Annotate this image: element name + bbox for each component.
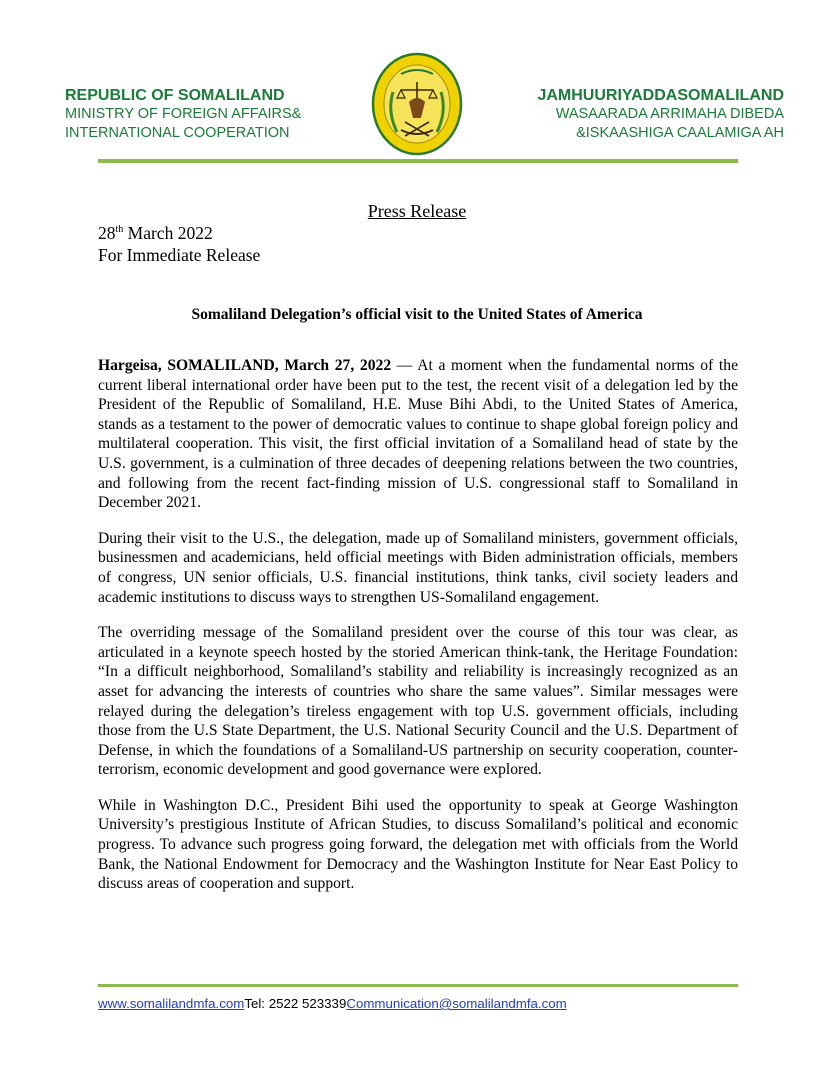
header-divider (98, 159, 738, 163)
release-date-suffix: th (115, 224, 124, 236)
release-date (98, 223, 213, 244)
body-paragraph-3: The overriding message of the Somaliland president over the course of this tour was clear, as articulated in a keynote speech hosted by the storied American think-tank, the Heritage Foundation: “In a difficult neighborhood, Somaliland’s stability and reliability is increasingly recognized as an asset for advancing the interests of countries who share the same values”. Similar messages were relayed during the delegation’s tireless engagement with top U.S. government officials, including those from the U.S State Department, the U.S. National Security Council and the U.S. Department of Defense, in which the foundations of a Somaliland-US partnership on security cooperation, counter-terrorism, economic development and good governance were explored. (98, 624, 738, 779)
release-headline: Somaliland Delegation’s official visit to the United States of America (191, 306, 643, 323)
footer-contact (98, 996, 567, 1011)
body-paragraph-1-text: — At a moment when the fundamental norms of the current liberal international order have been put to the test, the recent visit of a delegation led by the President of the Republic of Somaliland, H.E. Muse Bihi Abdi, to the United States of America, stands as a testament to the power of democratic values to continue to shape global foreign policy and multilateral cooperation. This visit, the first official invitation of a Somaliland head of state by the U.S. government, is a culmination of three decades of deepening relations between the two countries, and following from the recent fact-finding mission of U.S. congressional staff to Somaliland in December 2021. (98, 357, 738, 512)
dateline: Hargeisa, SOMALILAND, March 27, 2022 (98, 357, 392, 374)
footer-divider (98, 984, 738, 987)
press-release-label: Press Release (367, 201, 467, 221)
somaliland-coat-of-arms-icon (371, 52, 463, 156)
header-ministry-line-1-en: MINISTRY OF FOREIGN AFFAIRS& (65, 106, 302, 122)
header-ministry-line-2-so: &ISKAASHIGA CAALAMIGA AH (576, 125, 784, 141)
body-paragraph-1 (98, 356, 738, 513)
header-country-title-en: REPUBLIC OF SOMALILAND (65, 87, 285, 104)
footer-email-link[interactable]: Communication@somalilandmfa.com (346, 996, 567, 1011)
footer-telephone: Tel: 2522 523339 (244, 996, 347, 1011)
header-ministry-line-1-so: WASAARADA ARRIMAHA DIBEDA (555, 106, 784, 122)
body-paragraph-2: During their visit to the U.S., the delegation, made up of Somaliland ministers, government officials, businessmen and academicians, held official meetings with Biden administration officials, members of congress, UN senior officials, U.S. financial institutions, think tanks, civil society leaders and academic institutions to discuss ways to strengthen US-Somaliland engagement. (98, 529, 738, 606)
body-paragraph-4: While in Washington D.C., President Bihi used the opportunity to speak at George Washington University’s prestigious Institute of African Studies, to discuss Somaliland’s political and economic progress. To advance such progress going forward, the delegation met with officials from the World Bank, the National Endowment for Democracy and the Washington Institute for Near East Policy to discuss areas of cooperation and support. (98, 796, 738, 893)
header-country-title-so: JAMHUURIYADDASOMALILAND (537, 87, 784, 104)
header-ministry-line-2-en: INTERNATIONAL COOPERATION (65, 125, 290, 141)
immediate-release-note: For Immediate Release (98, 245, 261, 265)
footer-website-link[interactable]: www.somalilandmfa.com (98, 996, 245, 1011)
release-date-rest: March 2022 (123, 223, 213, 243)
release-date-day: 28 (98, 223, 116, 243)
press-release-label-wrap (0, 201, 834, 222)
release-body (98, 356, 738, 910)
header-right-block (537, 86, 784, 143)
header-left-block (65, 86, 301, 143)
